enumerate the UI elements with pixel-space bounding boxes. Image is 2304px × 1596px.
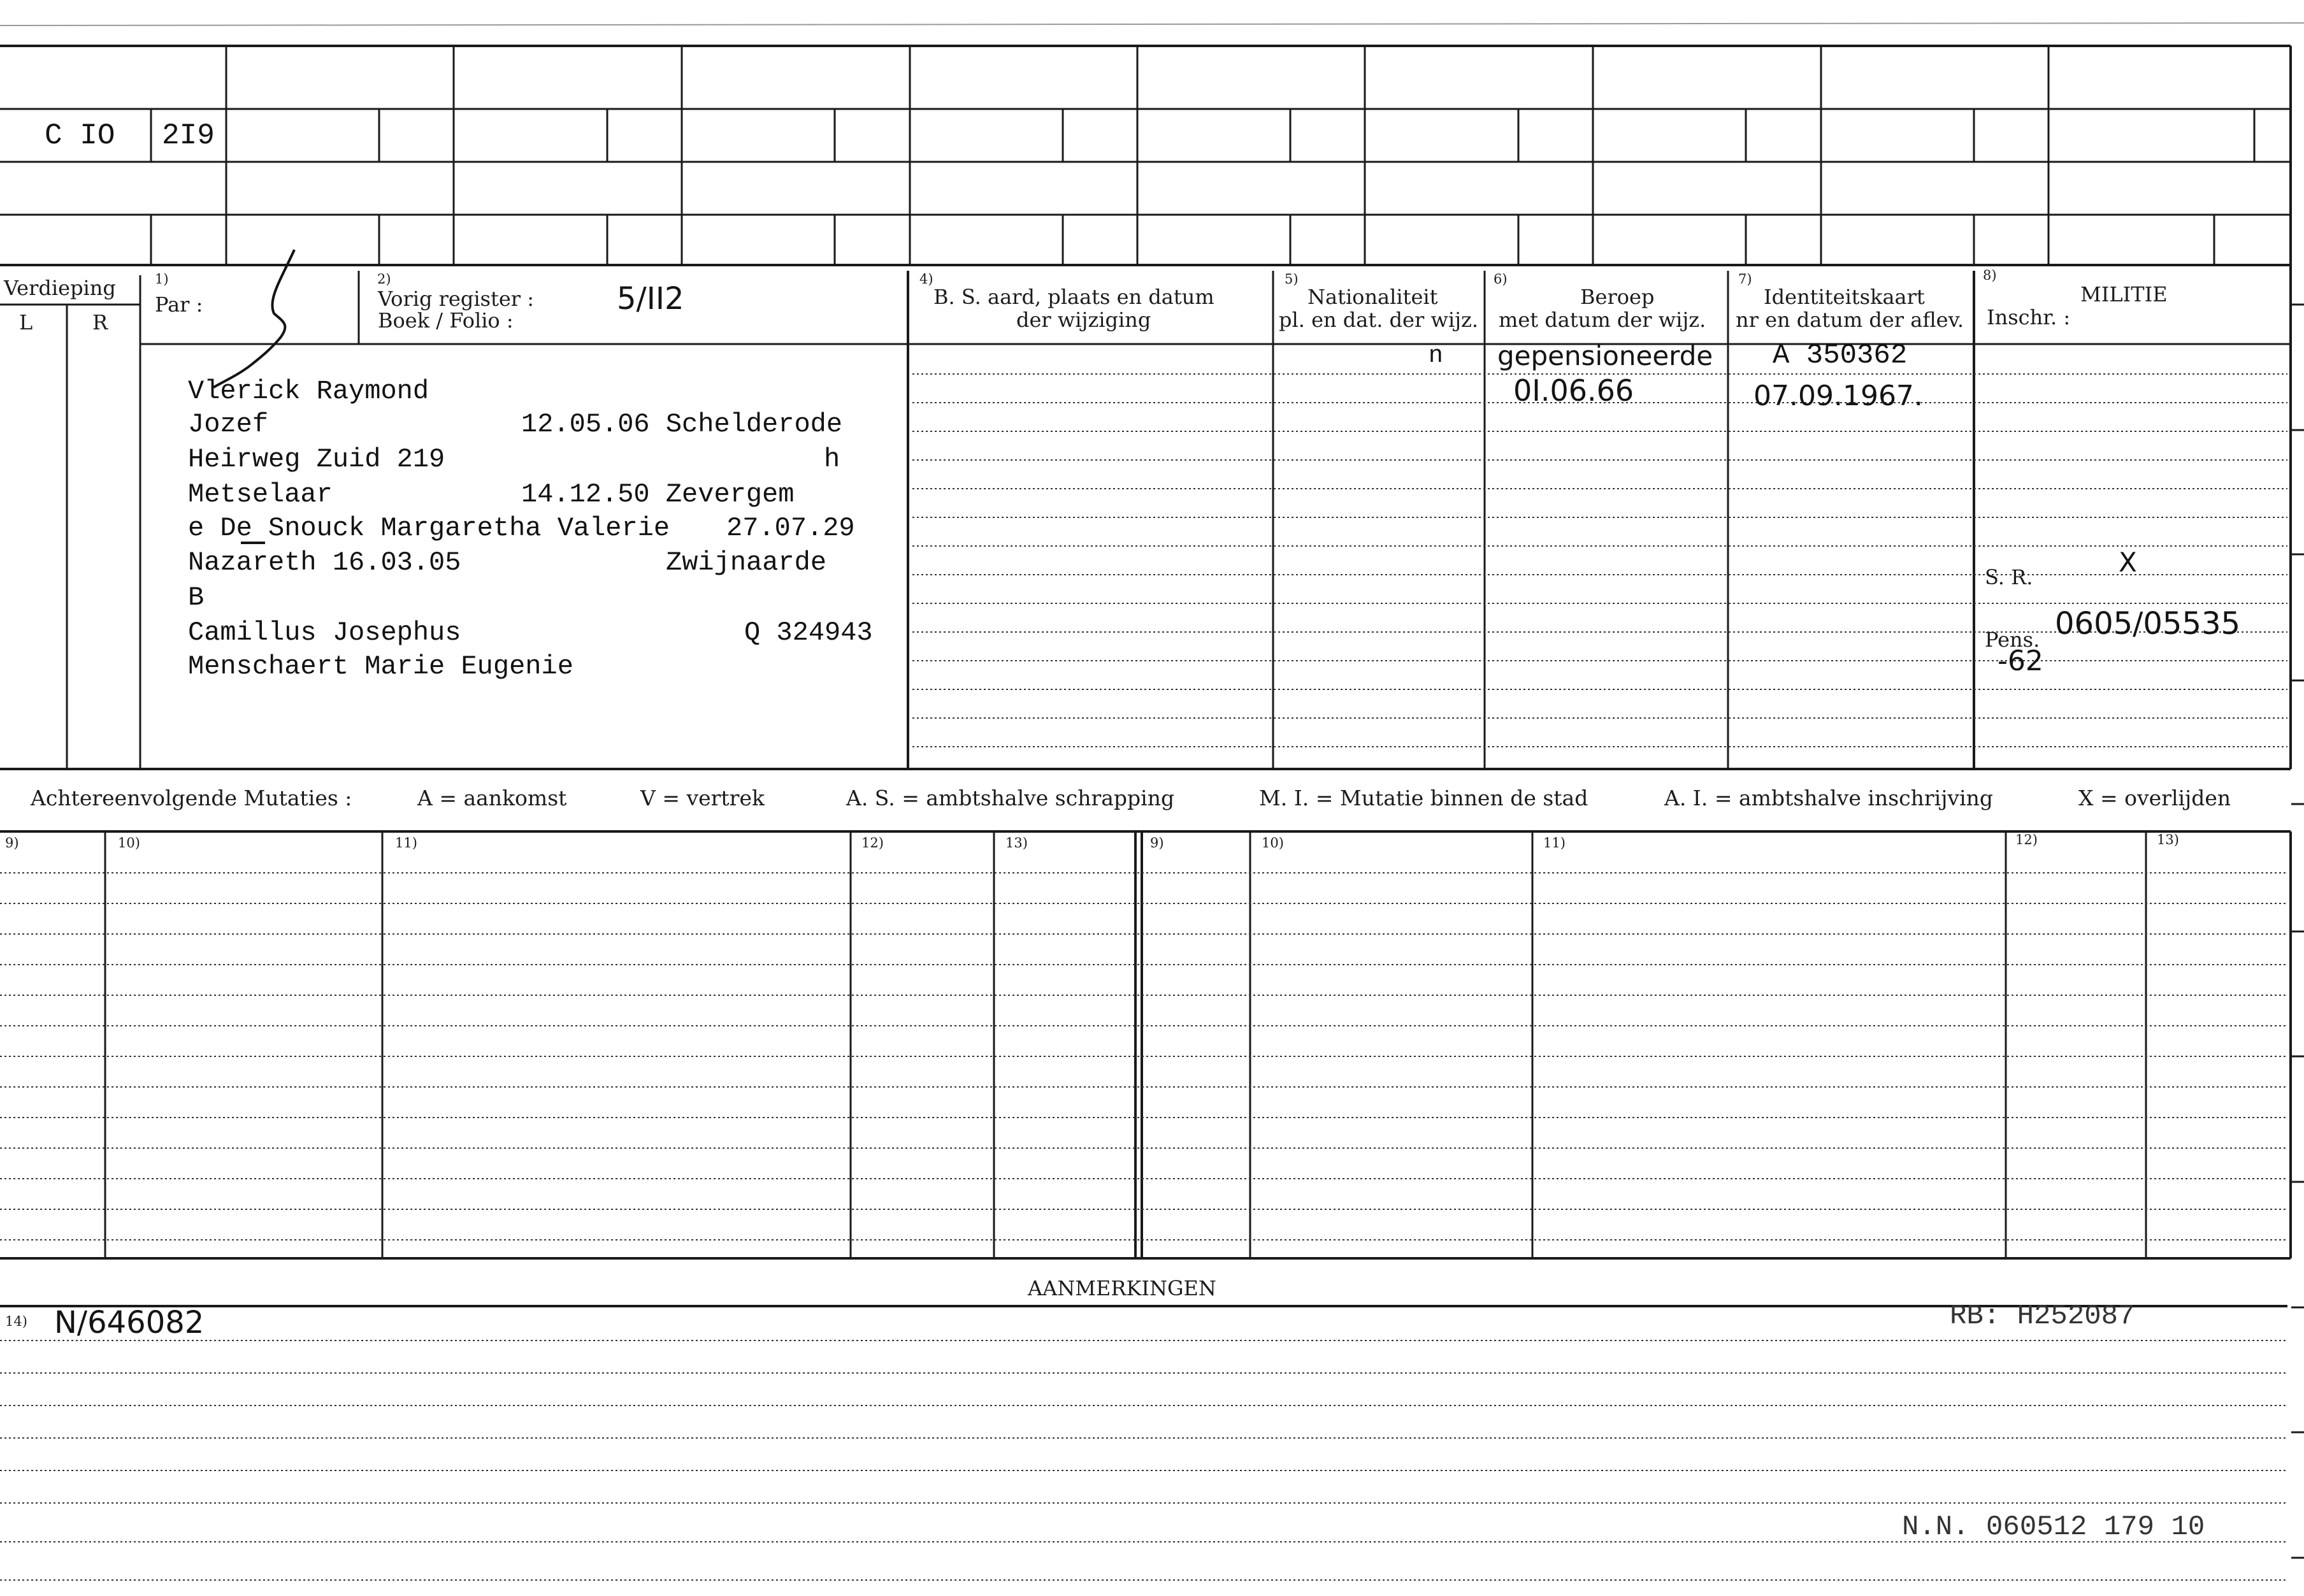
legend-vertrek: V = vertrek: [640, 786, 765, 810]
register-number: 2I9: [162, 119, 215, 152]
address-mark: h: [824, 444, 840, 475]
person-second-name: Jozef: [188, 409, 269, 440]
mutations-title: Achtereenvolgende Mutaties :: [31, 786, 352, 810]
field-number-14: 14): [5, 1314, 27, 1329]
mother-name: Menschaert Marie Eugenie: [188, 651, 573, 682]
boek-folio-label: Boek / Folio :: [378, 308, 514, 333]
par-pen-mark: [213, 250, 294, 387]
mutation-col-12-left: 12): [861, 835, 884, 851]
nationaliteit-header-line2: pl. en dat. der wijz.: [1279, 308, 1479, 332]
mutation-col-10-right: 10): [1262, 835, 1284, 851]
father-reference: Q 324943: [744, 617, 873, 648]
verdieping-label: Verdieping: [4, 276, 116, 300]
spouse-residence: Zwijnaarde: [666, 547, 827, 578]
bs-header-line1: B. S. aard, plaats en datum: [933, 285, 1214, 309]
address: Heirweg Zuid 219: [188, 444, 445, 475]
mutation-col-11-left: 11): [395, 835, 417, 851]
register-code: C IO: [45, 119, 115, 152]
father-name: Camillus Josephus: [188, 617, 461, 648]
vorig-register-value: 5/II2: [617, 281, 684, 317]
field-number-5: 5): [1285, 271, 1299, 287]
inschr-label: Inschr. :: [1987, 305, 2071, 329]
mutation-col-10-left: 10): [118, 835, 140, 851]
mutation-col-9-right: 9): [1150, 835, 1164, 851]
beroep-header-line1: Beroep: [1580, 285, 1655, 309]
mutation-col-13-right: 13): [2157, 832, 2179, 847]
legend-mutatie-binnen-stad: M. I. = Mutatie binnen de stad: [1259, 786, 1588, 810]
identiteitskaart-value: A 350362: [1773, 340, 1908, 371]
vorig-register-label: Vorig register :: [378, 287, 535, 311]
nationaliteit-value: n: [1429, 342, 1443, 370]
nationaliteit-header-line1: Nationaliteit: [1307, 285, 1438, 309]
mutation-col-9-left: 9): [5, 835, 19, 851]
rb-number: RB: H252087: [1950, 1300, 2135, 1332]
spouse-nationality: B: [188, 582, 205, 613]
bs-header-line2: der wijziging: [1016, 308, 1151, 332]
sr-label: S. R.: [1985, 565, 2033, 589]
beroep-header-line2: met datum der wijz.: [1499, 308, 1706, 332]
mutation-col-12-right: 12): [2015, 832, 2038, 847]
field-number-2: 2): [377, 271, 391, 287]
sr-value: X: [2119, 547, 2137, 578]
spouse-birth-date: 27.07.29: [726, 513, 855, 543]
field-number-7: 7): [1738, 271, 1752, 287]
birth-date-place: 12.05.06 Schelderode: [521, 409, 843, 440]
pens-suffix: -62: [1998, 645, 2043, 677]
identiteitskaart-date: 07.09.1967.: [1753, 380, 1923, 412]
spouse-birth-place: Nazareth 16.03.05: [188, 547, 461, 578]
beroep-date: 0I.06.66: [1513, 373, 1634, 408]
legend-aankomst: A = aankomst: [417, 786, 567, 810]
par-label: Par :: [155, 292, 203, 317]
marriage-date-place: 14.12.50 Zevergem: [521, 479, 795, 510]
mutation-col-13-left: 13): [1005, 835, 1028, 851]
floor-right-label: R: [92, 310, 108, 334]
mutation-col-11-right: 11): [1543, 835, 1566, 851]
field-number-8: 8): [1983, 268, 1997, 283]
identiteitskaart-header-line2: nr en datum der aflev.: [1736, 308, 1964, 332]
identiteitskaart-header-line1: Identiteitskaart: [1764, 285, 1925, 309]
spouse-name: e De Snouck Margaretha Valerie: [188, 513, 670, 543]
legend-ambtshalve-inschrijving: A. I. = ambtshalve inschrijving: [1664, 786, 1994, 810]
nn-number: N.N. 060512 179 10: [1902, 1511, 2205, 1543]
militie-header: MILITIE: [2080, 282, 2168, 306]
floor-left-label: L: [19, 310, 33, 334]
legend-ambtshalve-schrapping: A. S. = ambtshalve schrapping: [846, 786, 1175, 810]
field-number-4: 4): [919, 271, 933, 287]
pens-label: Pens.: [1985, 628, 2040, 652]
beroep-value: gepensioneerde: [1497, 340, 1713, 371]
field-number-6: 6): [1494, 271, 1508, 287]
field-number-1: 1): [155, 271, 169, 287]
person-name: Vlerick Raymond: [188, 376, 429, 406]
remarks-reference: N/646082: [54, 1305, 205, 1341]
remarks-title: AANMERKINGEN: [1028, 1276, 1216, 1300]
occupation-line: Metselaar: [188, 479, 333, 510]
pens-value: 0605/05535: [2055, 606, 2241, 642]
legend-overlijden: X = overlijden: [2078, 786, 2231, 810]
